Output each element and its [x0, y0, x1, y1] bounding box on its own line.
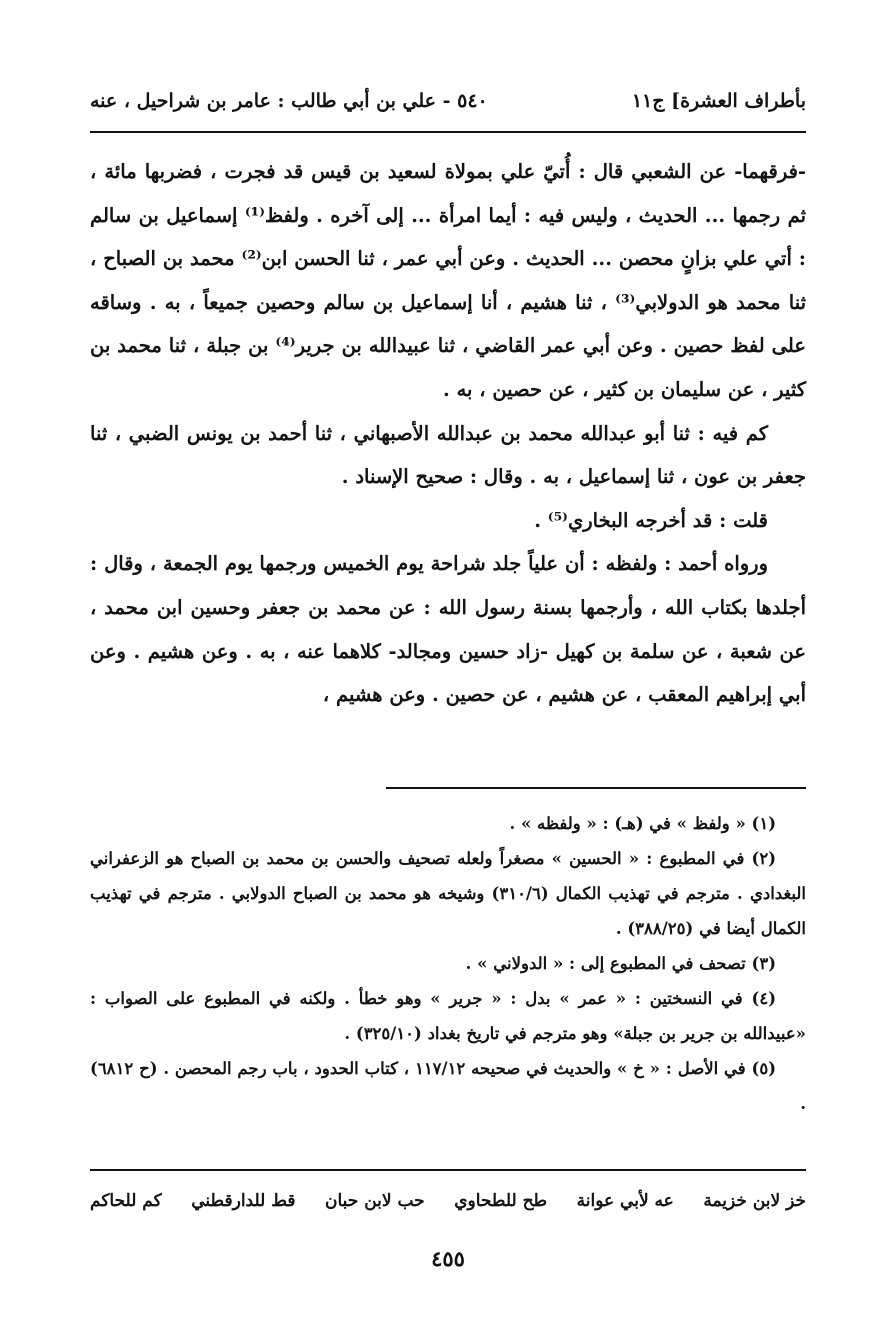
- paragraph: كم فيه : ثنا أبو عبدالله محمد بن عبدالله الأصبهاني ، ثنا أحمد بن يونس الضبي ، ثنا جعفر بن عون ، ثنا إسماعيل ، به . وقال : صحيح الإسناد .: [90, 421, 806, 489]
- footnote-item: (٤) في النسختين : « عمر » بدل : « جرير » وهو خطأ . ولكنه في المطبوع على الصواب : «عبيدالله بن جرير بن جبلة» وهو مترجم في تاريخ بغداد (٣٢٥/١٠) .: [90, 989, 806, 1043]
- abbreviation-item: حب لابن حبان: [324, 1191, 425, 1211]
- abbreviation-item: عه لأبي عوانة: [576, 1191, 674, 1211]
- paragraph: قلت : قد أخرجه البخاري⁽⁵⁾ .: [534, 508, 768, 532]
- abbreviation-item: خز لابن خزيمة: [703, 1191, 806, 1211]
- footnotes: [90, 806, 806, 1121]
- footnote-item: (٣) تصحف في المطبوع إلى : « الدولاني » .: [465, 954, 776, 973]
- paragraph: ورواه أحمد : ولفظه : أن علياً جلد شراحة يوم الخميس ورجمها يوم الجمعة ، وقال : أجلدها بكتاب الله ، وأرجمها بسنة رسول الله : عن محمد بن جعفر وحسين ابن محمد ، عن شعبة ، عن سلمة بن كهيل -زاد حسين ومجالد- كلاهما عنه ، به . وعن هشيم . وعن أبي إبراهيم المعقب ، عن هشيم ، عن حصين . وعن هشيم ،: [90, 552, 806, 707]
- footnote-item: (١) « ولفظ » في (هـ) : « ولفظه » .: [509, 814, 776, 833]
- abbreviation-key: [90, 1183, 806, 1219]
- footnote-item: (٥) في الأصل : « خ » والحديث في صحيحه ١١٧/١٢ ، كتاب الحدود ، باب رجم المحصن . (ح ٦٨١٢) .: [90, 1059, 806, 1113]
- abbreviation-item: قط للدارقطني: [191, 1191, 296, 1211]
- page-number: ٤٥٥: [431, 1246, 465, 1271]
- running-header: [90, 84, 806, 118]
- abbreviation-item: طح للطحاوي: [454, 1191, 548, 1211]
- main-text: [90, 150, 806, 717]
- abbreviation-item: كم للحاكم: [90, 1191, 162, 1211]
- footnote-rule: [386, 787, 806, 789]
- footnote-item: (٢) في المطبوع : « الحسين » مصغراً ولعله تصحيف والحسن بن محمد بن الصباح هو الزعفراني البغدادي . مترجم في تهذيب الكمال (٣١٠/٦) وشيخه هو محمد بن الصباح الدولابي . مترجم في تهذيب الكمال أيضا في (٣٨٨/٢٥) .: [90, 849, 806, 938]
- book-page: [90, 0, 806, 1329]
- header-section: ٥٤٠ - علي بن أبي طالب : عامر بن شراحيل ، عنه: [90, 90, 488, 112]
- header-title: بأطراف العشرة] ج١١: [631, 90, 806, 112]
- paragraph: -فرقهما- عن الشعبي قال : أُتيّ علي بمولاة لسعيد بن قيس قد فجرت ، فضربها مائة ، ثم رجمها ... الحديث ، وليس فيه : أيما امرأة ... إلى آخره . ولفظ⁽¹⁾ إسماعيل بن سالم : أتي علي بزانٍ محصن ... الحديث . وعن أبي عمر ، ثنا الحسن ابن⁽²⁾ محمد بن الصباح ، ثنا محمد هو الدولابي⁽³⁾ ، ثنا هشيم ، أنا إسماعيل بن سالم وحصين جميعاً ، به . وساقه على لفظ حصين . وعن أبي عمر القاضي ، ثنا عبيدالله بن جرير⁽⁴⁾ بن جبلة ، ثنا محمد بن كثير ، عن سليمان بن كثير ، عن حصين ، به .: [90, 160, 807, 401]
- footer-rule: [90, 1169, 806, 1171]
- header-rule: [90, 131, 806, 133]
